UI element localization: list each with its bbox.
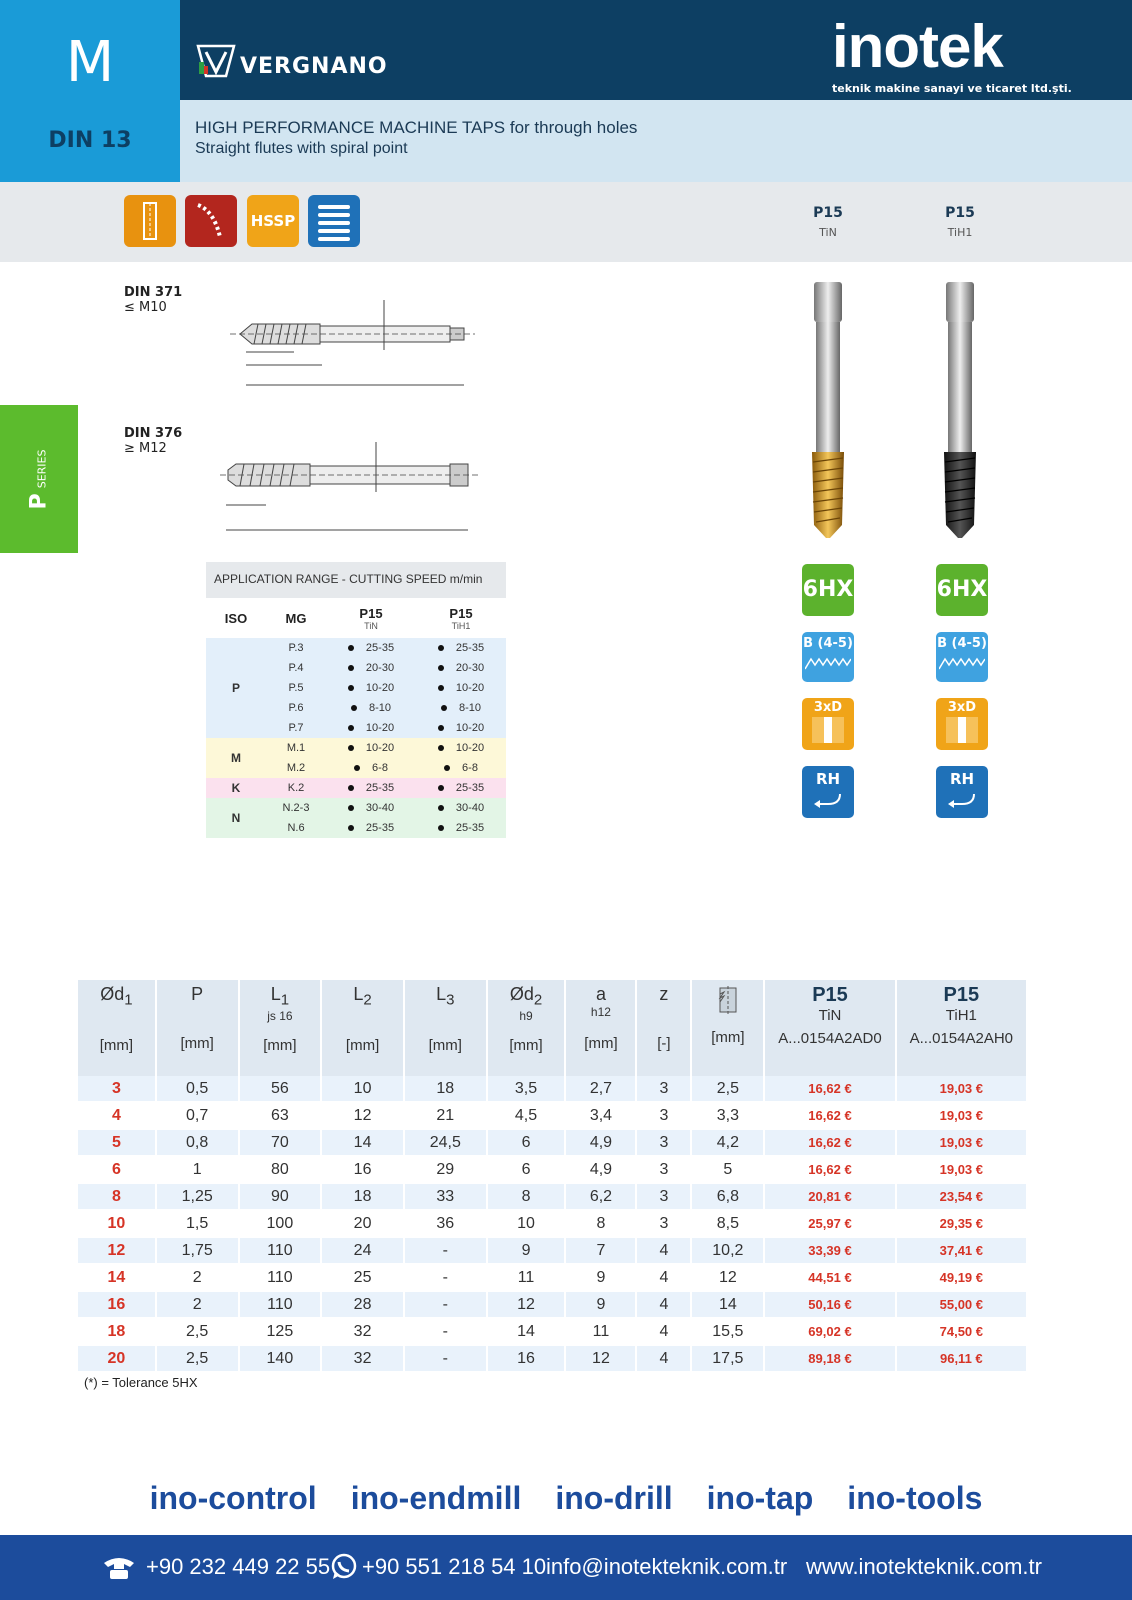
brand-ino-drill[interactable]: ino-drill — [555, 1480, 673, 1516]
table-cell: 4,5 — [488, 1103, 565, 1130]
table-cell: 4 — [637, 1238, 690, 1265]
table-cell: 1,25 — [157, 1184, 238, 1211]
table-cell: 21 — [405, 1103, 486, 1130]
table-cell: 16 — [322, 1157, 403, 1184]
din371-drawing — [210, 290, 490, 400]
price-cell: 16,62 € — [765, 1076, 894, 1103]
col-iso: ISO — [224, 610, 248, 626]
price-cell: 96,11 € — [897, 1346, 1026, 1373]
table-cell: 3 — [637, 1103, 690, 1130]
table-cell: 0,8 — [157, 1130, 238, 1157]
table-cell: 10 — [322, 1076, 403, 1103]
price-cell: 50,16 € — [765, 1292, 894, 1319]
table-cell: - — [405, 1346, 486, 1373]
table-cell: 6 — [488, 1157, 565, 1184]
table-cell: 3,4 — [566, 1103, 635, 1130]
company-subtitle: teknik makine sanayi ve ticaret ltd.şti. — [832, 82, 1072, 95]
table-cell: 14 — [488, 1319, 565, 1346]
table-cell: 15,5 — [692, 1319, 763, 1346]
app-row: K K.2 25-35 25-35 — [206, 778, 506, 798]
series-tab: P SERIES — [0, 405, 78, 553]
table-cell: 17,5 — [692, 1346, 763, 1373]
col-mg: MG — [285, 610, 307, 626]
table-cell: 110 — [240, 1292, 321, 1319]
table-cell: 24 — [322, 1238, 403, 1265]
thread-size-cell: 16 — [78, 1292, 155, 1319]
din-standard: DIN 13 — [48, 128, 132, 153]
price-cell: 55,00 € — [897, 1292, 1026, 1319]
table-row — [78, 1292, 1026, 1319]
col-p15-tin: P15 TiN — [359, 605, 383, 631]
col-price-tin: P15 TiN A...0154A2AD0 — [765, 980, 894, 1076]
table-cell: 2,5 — [157, 1346, 238, 1373]
tap-image-tin — [808, 280, 848, 542]
table-cell: 10,2 — [692, 1238, 763, 1265]
table-cell: 63 — [240, 1103, 321, 1130]
hole-depth-icon — [808, 715, 848, 745]
table-cell: 80 — [240, 1157, 321, 1184]
table-cell: 10 — [488, 1211, 565, 1238]
thread-size-cell: 3 — [78, 1076, 155, 1103]
coating-header-tin: P15 TiN — [813, 205, 843, 239]
thread-size-cell: 20 — [78, 1346, 155, 1373]
table-cell: 0,7 — [157, 1103, 238, 1130]
table-cell: 9 — [566, 1265, 635, 1292]
table-cell: 3 — [637, 1157, 690, 1184]
table-cell: 4 — [637, 1319, 690, 1346]
thread-size-cell: 18 — [78, 1319, 155, 1346]
app-row: N.6 25-35 25-35 — [206, 818, 506, 838]
col-l3: $L_3$ [mm] — [405, 980, 486, 1076]
table-cell: 56 — [240, 1076, 321, 1103]
table-cell: 11 — [488, 1265, 565, 1292]
phone-icon — [102, 1555, 136, 1581]
table-cell: 2 — [157, 1265, 238, 1292]
tolerance-badge: 6HX — [936, 564, 988, 616]
col-pitch: P [mm] — [157, 980, 238, 1076]
table-cell: 4 — [637, 1265, 690, 1292]
application-title: APPLICATION RANGE - CUTTING SPEED m/min — [206, 562, 506, 598]
price-cell: 49,19 € — [897, 1265, 1026, 1292]
rh-badge: RH — [936, 766, 988, 818]
hssp-icon: HSSP — [247, 195, 299, 247]
page-subtitle: Straight flutes with spiral point — [195, 140, 408, 157]
table-cell: 2 — [157, 1292, 238, 1319]
footer-bar — [0, 1535, 1132, 1600]
chamfer-badge: B (4-5) — [802, 632, 854, 682]
thread-chamfer-icon — [805, 651, 851, 671]
table-cell: 140 — [240, 1346, 321, 1373]
table-cell: 7 — [566, 1238, 635, 1265]
din376-label: DIN 376 ≥ M12 — [124, 426, 183, 456]
tolerance-badge: 6HX — [802, 564, 854, 616]
table-cell: 4,9 — [566, 1157, 635, 1184]
tolerance-note: (*) = Tolerance 5HX — [84, 1375, 198, 1390]
table-cell: 0,5 — [157, 1076, 238, 1103]
company-logo: inotek — [832, 13, 1003, 80]
app-row: P P.3 25-35 25-35 — [206, 638, 506, 658]
whatsapp-icon — [330, 1553, 358, 1581]
rotation-arrow-icon — [810, 788, 846, 808]
price-cell: 89,18 € — [765, 1346, 894, 1373]
thread-size-cell: 6 — [78, 1157, 155, 1184]
app-row: P.6 8-10 8-10 — [206, 698, 506, 718]
hole-depth-icon — [942, 715, 982, 745]
rotation-arrow-icon — [944, 788, 980, 808]
price-cell: 19,03 € — [897, 1157, 1026, 1184]
table-row — [78, 1103, 1026, 1130]
spiral-point-icon — [185, 195, 237, 247]
table-cell: 14 — [322, 1130, 403, 1157]
table-cell: 6,2 — [566, 1184, 635, 1211]
coating-header-tih1: P15 TiH1 — [945, 205, 975, 239]
app-row: N N.2-3 30-40 30-40 — [206, 798, 506, 818]
table-row — [78, 1076, 1026, 1103]
col-drill: [mm] — [692, 980, 763, 1076]
table-cell: 32 — [322, 1319, 403, 1346]
through-hole-icon — [124, 195, 176, 247]
price-cell: 19,03 € — [897, 1103, 1026, 1130]
table-cell: 4,9 — [566, 1130, 635, 1157]
price-cell: 19,03 € — [897, 1130, 1026, 1157]
price-cell: 33,39 € — [765, 1238, 894, 1265]
drill-hole-icon — [716, 986, 740, 1014]
table-cell: 4 — [637, 1292, 690, 1319]
table-cell: 18 — [405, 1076, 486, 1103]
table-cell: 6,8 — [692, 1184, 763, 1211]
depth-badge: 3xD — [802, 698, 854, 750]
thread-letter: M — [65, 30, 115, 95]
price-cell: 16,62 € — [765, 1103, 894, 1130]
table-cell: 3 — [637, 1130, 690, 1157]
table-cell: 1,75 — [157, 1238, 238, 1265]
price-cell: 25,97 € — [765, 1211, 894, 1238]
whatsapp-number[interactable]: +90 551 218 54 10 — [362, 1554, 547, 1579]
thread-size-cell: 8 — [78, 1184, 155, 1211]
rh-badge: RH — [802, 766, 854, 818]
price-cell: 44,51 € — [765, 1265, 894, 1292]
table-cell: 90 — [240, 1184, 321, 1211]
table-cell: 16 — [488, 1346, 565, 1373]
price-cell: 23,54 € — [897, 1184, 1026, 1211]
table-row — [78, 1346, 1026, 1373]
table-cell: 12 — [322, 1103, 403, 1130]
table-cell: 33 — [405, 1184, 486, 1211]
page-title: HIGH PERFORMANCE MACHINE TAPS for through holes — [195, 118, 638, 137]
table-cell: 14 — [692, 1292, 763, 1319]
table-cell: 3,3 — [692, 1103, 763, 1130]
table-row — [78, 1157, 1026, 1184]
table-cell: 3,5 — [488, 1076, 565, 1103]
table-cell: 8 — [488, 1184, 565, 1211]
thread-size-cell: 10 — [78, 1211, 155, 1238]
col-a: a h12 [mm] — [566, 980, 635, 1076]
table-cell: 100 — [240, 1211, 321, 1238]
table-cell: 2,5 — [157, 1319, 238, 1346]
table-cell: 70 — [240, 1130, 321, 1157]
brand-ino-control[interactable]: ino-control — [149, 1480, 317, 1516]
table-cell: 3 — [637, 1076, 690, 1103]
col-price-tih1: P15 TiH1 A...0154A2AH0 — [897, 980, 1026, 1076]
table-row — [78, 1130, 1026, 1157]
table-cell: 4,2 — [692, 1130, 763, 1157]
email-link[interactable]: info@inotekteknik.com.tr — [546, 1554, 788, 1579]
thread-chamfer-icon — [939, 651, 985, 671]
table-cell: 12 — [692, 1265, 763, 1292]
table-cell: 12 — [566, 1346, 635, 1373]
table-cell: 3 — [637, 1211, 690, 1238]
price-cell: 19,03 € — [897, 1076, 1026, 1103]
phone-number[interactable]: +90 232 449 22 55 — [146, 1554, 331, 1579]
price-cell: 20,81 € — [765, 1184, 894, 1211]
col-z: z [-] — [637, 980, 690, 1076]
table-cell: 4 — [637, 1346, 690, 1373]
price-cell: 29,35 € — [897, 1211, 1026, 1238]
application-table — [206, 598, 506, 838]
table-cell: 12 — [488, 1292, 565, 1319]
table-cell: - — [405, 1265, 486, 1292]
vergnano-logo-icon — [196, 44, 236, 78]
col-p15-tih1: P15 TiH1 — [449, 605, 473, 631]
brand-name: VERGNANO — [240, 54, 388, 79]
table-row — [78, 1184, 1026, 1211]
table-cell: - — [405, 1319, 486, 1346]
thread-profile-icon — [308, 195, 360, 247]
table-cell: 1 — [157, 1157, 238, 1184]
table-cell: 28 — [322, 1292, 403, 1319]
col-d1: $Ød_1$ [mm] — [78, 980, 155, 1076]
app-row: P.7 10-20 10-20 — [206, 718, 506, 738]
table-cell: 8 — [566, 1211, 635, 1238]
table-cell: 5 — [692, 1157, 763, 1184]
depth-badge: 3xD — [936, 698, 988, 750]
table-cell: - — [405, 1238, 486, 1265]
chamfer-badge: B (4-5) — [936, 632, 988, 682]
brand-row — [0, 1480, 1132, 1526]
table-cell: 2,5 — [692, 1076, 763, 1103]
app-row: M.2 6-8 6-8 — [206, 758, 506, 778]
col-l2: $L_2$ [mm] — [322, 980, 403, 1076]
website-link[interactable]: www.inotekteknik.com.tr — [806, 1554, 1042, 1579]
table-cell: 32 — [322, 1346, 403, 1373]
thread-size-cell: 5 — [78, 1130, 155, 1157]
brand-ino-tap[interactable]: ino-tap — [706, 1480, 814, 1516]
table-cell: 8,5 — [692, 1211, 763, 1238]
table-row — [78, 1238, 1026, 1265]
price-cell: 74,50 € — [897, 1319, 1026, 1346]
table-cell: 1,5 — [157, 1211, 238, 1238]
table-row — [78, 1211, 1026, 1238]
col-d2: $Ød_2$ h9 [mm] — [488, 980, 565, 1076]
brand-ino-endmill[interactable]: ino-endmill — [350, 1480, 522, 1516]
table-cell: 9 — [488, 1238, 565, 1265]
thread-size-cell: 12 — [78, 1238, 155, 1265]
table-cell: 9 — [566, 1292, 635, 1319]
price-cell: 16,62 € — [765, 1157, 894, 1184]
table-cell: 20 — [322, 1211, 403, 1238]
brand-ino-tools[interactable]: ino-tools — [847, 1480, 983, 1516]
table-cell: 110 — [240, 1265, 321, 1292]
table-cell: - — [405, 1292, 486, 1319]
thread-size-cell: 4 — [78, 1103, 155, 1130]
thread-size-cell: 14 — [78, 1265, 155, 1292]
price-cell: 16,62 € — [765, 1130, 894, 1157]
table-header — [78, 980, 1026, 1076]
table-cell: 29 — [405, 1157, 486, 1184]
table-cell: 125 — [240, 1319, 321, 1346]
table-cell: 11 — [566, 1319, 635, 1346]
table-cell: 3 — [637, 1184, 690, 1211]
price-cell: 37,41 € — [897, 1238, 1026, 1265]
price-cell: 69,02 € — [765, 1319, 894, 1346]
table-row — [78, 1265, 1026, 1292]
app-row: P.4 20-30 20-30 — [206, 658, 506, 678]
tap-image-tih1 — [940, 280, 980, 542]
table-cell: 2,7 — [566, 1076, 635, 1103]
dimension-price-table — [76, 980, 1028, 1373]
table-cell: 24,5 — [405, 1130, 486, 1157]
table-body — [78, 1076, 1026, 1373]
din376-drawing — [200, 430, 490, 540]
table-cell: 25 — [322, 1265, 403, 1292]
app-row: P.5 10-20 10-20 — [206, 678, 506, 698]
app-row: M M.1 10-20 10-20 — [206, 738, 506, 758]
table-cell: 110 — [240, 1238, 321, 1265]
table-row — [78, 1319, 1026, 1346]
table-cell: 18 — [322, 1184, 403, 1211]
table-cell: 36 — [405, 1211, 486, 1238]
table-cell: 6 — [488, 1130, 565, 1157]
col-l1: $L_1$ js 16 [mm] — [240, 980, 321, 1076]
application-range — [206, 562, 506, 838]
din371-label: DIN 371 ≤ M10 — [124, 285, 183, 315]
